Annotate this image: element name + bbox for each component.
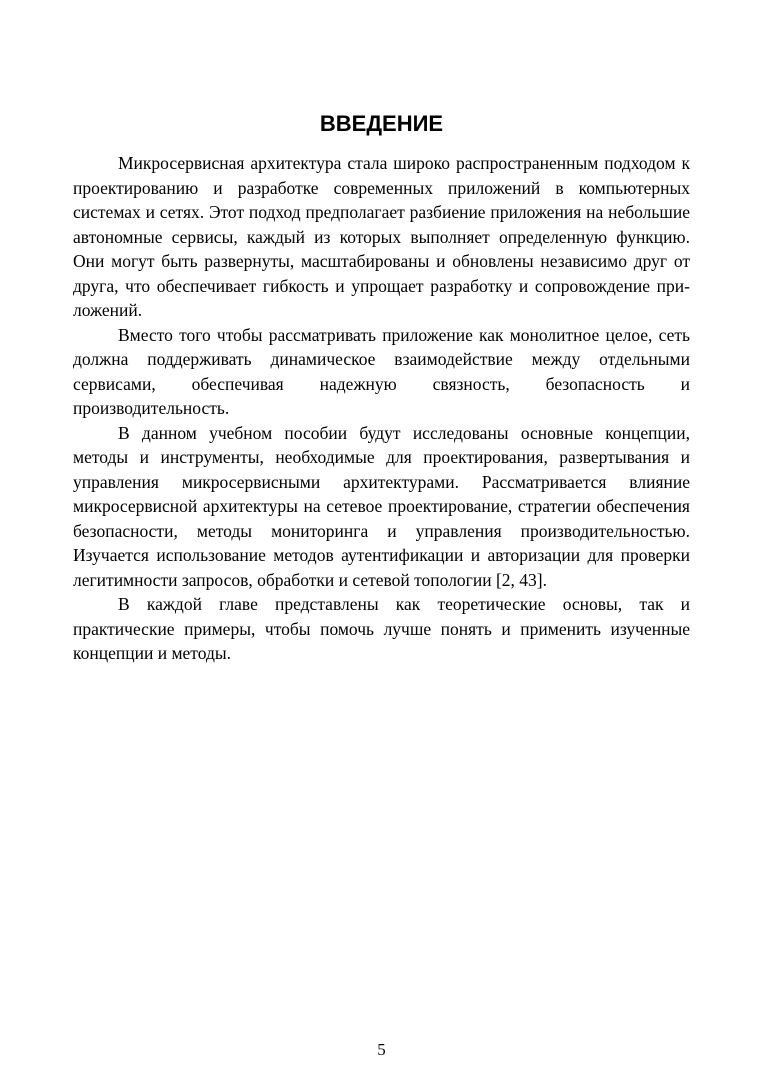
page-title: ВВЕДЕНИЕ [319,111,444,136]
paragraph-chapters: В каждой главе представлены как теоретические основы, так и практические примеры, чтобы помочь лучше понять и применить изученные концепции и методы. [73,594,690,663]
paragraph-intro: Микросервисная архитектура стала широко распространенным подходом к проектированию и разработке современных приложений в компьютерных системах и сетях. Этот подход предполагает разбиение приложения на небольшие автономные сервисы, каждый из которых выполняет определенную функцию. Они могут быть развернуты, масштабированы и обновлены независимо друг от друга, что обеспечивает гибкость и упрощает разработку и сопровождение приложений. [73,153,690,320]
body-text [73,151,690,666]
paragraph-scope: В данном учебном пособии будут исследованы основные концепции, методы и инструменты, необходимые для проектирования, развертывания и управления микросервисными архитектурами. Рассматривается влияние микросервисной архитектуры на сетевое проектирование, стратегии обеспечения безопасности, методы мониторинга и управления производительностью. Изучается использование методов аутентификации и авторизации для проверки легитимности запросов, обработки и сетевой топологии [2, 43]. [73,422,690,590]
page-number: 5 [377,1040,386,1059]
paragraph-monolith: Вместо того чтобы рассматривать приложение как монолитное целое, сеть должна поддерживать динамическое взаимодействие между отдельными сервисами, обеспечивая надежную связность, безопасность и производительность. [73,324,690,418]
